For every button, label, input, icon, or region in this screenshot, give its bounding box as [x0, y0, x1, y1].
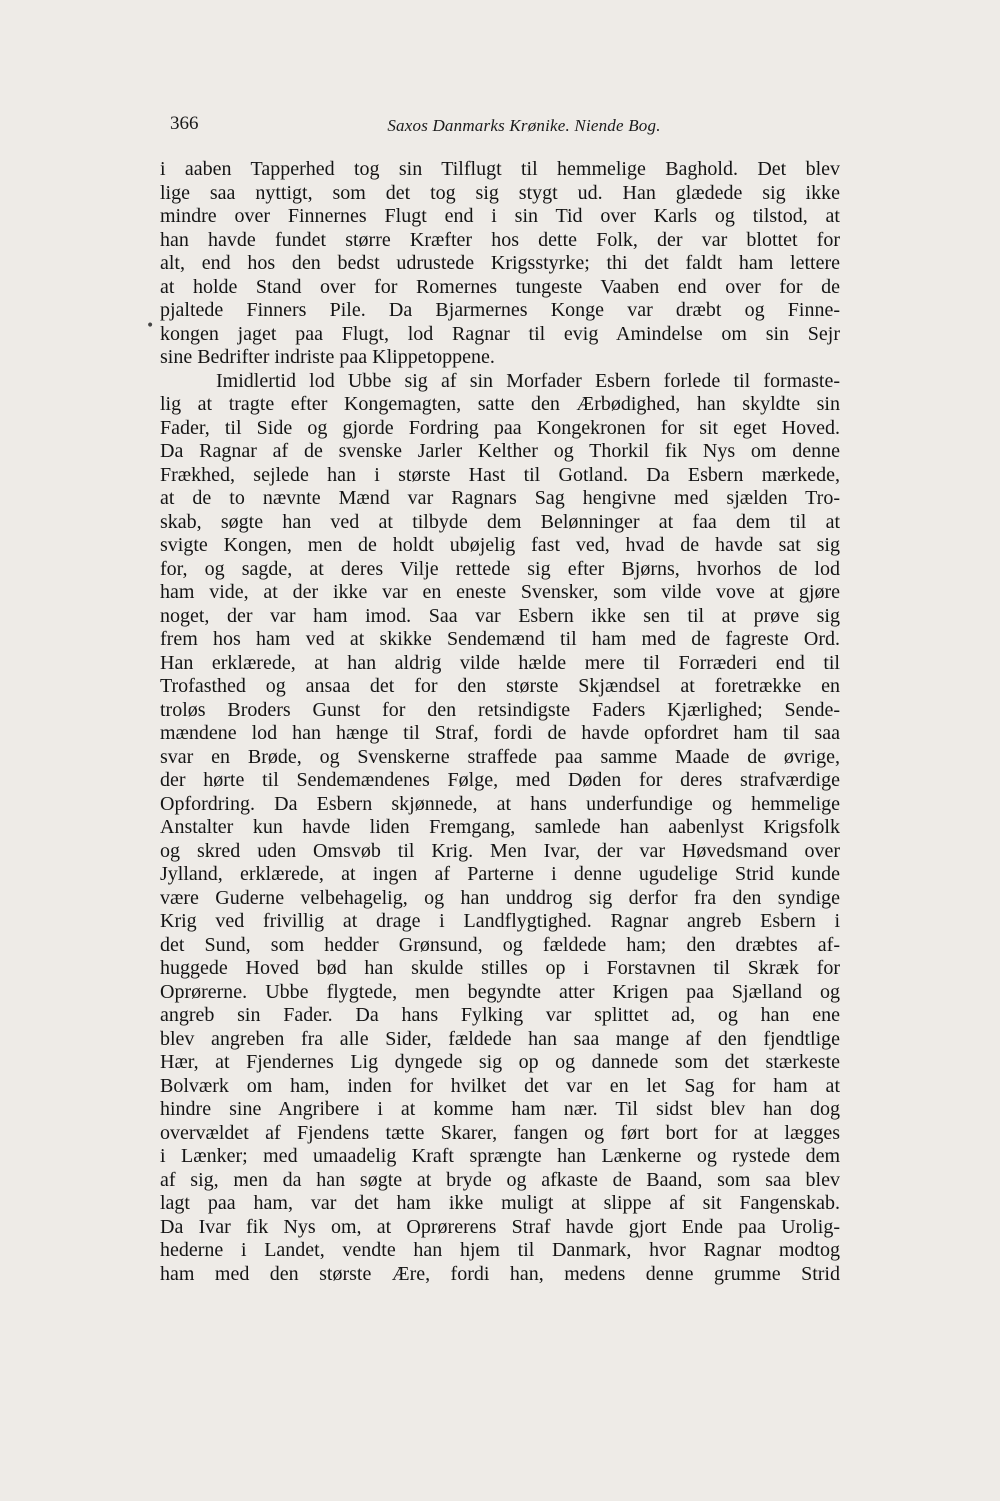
text-line: svar en Brøde, og Svenskerne straffede paa samme Maade de øvrige,: [160, 745, 840, 768]
text-line: af sig, men da han søgte at bryde og afkaste de Baand, som saa blev: [160, 1168, 840, 1191]
text-line: pjaltede Finners Pile. Da Bjarmernes Konge var dræbt og Finne-: [160, 299, 840, 321]
text-line: skab, søgte han ved at tilbyde dem Belønninger at faa dem til at: [160, 510, 840, 533]
text-line: Han erklærede, at han aldrig vilde hælde mere til Forræderi end til: [160, 651, 840, 674]
text-line: hederne i Landet, vendte han hjem til Danmark, hvor Ragnar modtog: [160, 1239, 840, 1261]
body-text: [160, 158, 840, 1286]
text-line: Trofasthed og ansaa det for den største Skjændsel at foretrække en: [160, 675, 840, 697]
text-line: alt, end hos den bedst udrustede Krigsstyrke; thi det faldt ham lettere: [160, 252, 840, 274]
text-line: Anstalter kun havde liden Fremgang, samlede han aabenlyst Krigsfolk: [160, 816, 840, 838]
paragraph-end-line: sine Bedrifter indriste paa Klippetoppene.: [160, 346, 495, 368]
text-line: at holde Stand over for Romernes tungeste Vaaben end over for de: [160, 275, 840, 298]
text-line: at de to nævnte Mænd var Ragnars Sag hengivne med sjælden Tro-: [160, 487, 840, 509]
text-line: Fader, til Side og gjorde Fordring paa Kongekronen for sit eget Hoved.: [160, 416, 840, 439]
text-line: i aaben Tapperhed tog sin Tilflugt til hemmelige Baghold. Det blev: [160, 158, 840, 180]
margin-mark: •: [146, 318, 155, 334]
text-line: og skred uden Omsvøb til Krig. Men Ivar, der var Høvedsmand over: [160, 839, 840, 862]
text-line: overvældet af Fjendens tætte Skarer, fangen og ført bort for at lægges: [160, 1121, 840, 1144]
text-line: noget, der var ham imod. Saa var Esbern ikke sen til at prøve sig: [160, 604, 840, 627]
text-line: lagt paa ham, var det ham ikke muligt at slippe af sit Fangenskab.: [160, 1192, 840, 1214]
text-line: han havde fundet større Kræfter hos dette Folk, der var blottet for: [160, 228, 840, 251]
text-line: være Guderne velbehagelig, og han unddrog sig derfor fra den syndige: [160, 886, 840, 909]
text-line: mændene lod han hænge til Straf, fordi de havde opfordret ham til saa: [160, 722, 840, 744]
text-line: Oprørerne. Ubbe flygtede, men begyndte atter Krigen paa Sjælland og: [160, 980, 840, 1003]
text-line: hindre sine Angribere i at komme ham nær. Til sidst blev han dog: [160, 1098, 840, 1120]
text-line: for, og sagde, at deres Vilje rettede sig efter Bjørns, hvorhos de lod: [160, 557, 840, 580]
text-line: svigte Kongen, men de holdt ubøjelig fast ved, hvad de havde sat sig: [160, 534, 840, 556]
text-line: Bolværk om ham, inden for hvilket det var en let Sag for ham at: [160, 1074, 840, 1097]
text-line: Hær, at Fjendernes Lig dyngede sig op og dannede som det stærkeste: [160, 1051, 840, 1073]
text-line: i Lænker; med umaadelig Kraft sprængte han Lænkerne og rystede dem: [160, 1145, 840, 1167]
text-line: Krig ved frivillig at drage i Landflygtighed. Ragnar angreb Esbern i: [160, 910, 840, 932]
text-line: ham vide, at der ikke var en eneste Svensker, som vilde vove at gjøre: [160, 581, 840, 603]
text-line: Da Ragnar af de svenske Jarler Kelther og Thorkil fik Nys om denne: [160, 440, 840, 462]
page-number: 366: [170, 113, 199, 134]
text-line: huggede Hoved bød han skulde stilles op i Forstavnen til Skræk for: [160, 957, 840, 979]
text-line: ham med den største Ære, fordi han, medens denne grumme Strid: [160, 1262, 840, 1285]
text-line: lige saa nyttigt, som det tog sig stygt ud. Han glædede sig ikke: [160, 181, 840, 204]
text-line: mindre over Finnernes Flugt end i sin Tid over Karls og tilstod, at: [160, 205, 840, 227]
text-line: angreb sin Fader. Da hans Fylking var splittet ad, og han ene: [160, 1004, 840, 1026]
text-line: Da Ivar fik Nys om, at Oprørerens Straf havde gjort Ende paa Urolig-: [160, 1215, 840, 1238]
text-line: der hørte til Sendemændenes Følge, med Døden for deres strafværdige: [160, 769, 840, 791]
text-line: blev angreben fra alle Sider, fældede han saa mange af den fjendtlige: [160, 1027, 840, 1050]
text-line: kongen jaget paa Flugt, lod Ragnar til evig Amindelse om sin Sejr: [160, 322, 840, 345]
paragraph-start-line: Imidlertid lod Ubbe sig af sin Morfader Esbern forlede til formaste-: [216, 369, 840, 392]
text-line: troløs Broders Gunst for den retsindigste Faders Kjærlighed; Sende-: [160, 698, 840, 721]
text-line: Jylland, erklærede, at ingen af Parterne i denne ugudelige Strid kunde: [160, 863, 840, 885]
text-line: frem hos ham ved at skikke Sendemænd til ham med de fagreste Ord.: [160, 628, 840, 650]
text-line: det Sund, som hedder Grønsund, og fældede ham; den dræbtes af-: [160, 933, 840, 956]
text-line: Opfordring. Da Esbern skjønnede, at hans underfundige og hemmelige: [160, 792, 840, 815]
running-title: Saxos Danmarks Krønike. Niende Bog.: [387, 116, 661, 135]
text-line: Frækhed, sejlede han i største Hast til Gotland. Da Esbern mærkede,: [160, 463, 840, 486]
text-line: lig at tragte efter Kongemagten, satte den Ærbødighed, han skyldte sin: [160, 393, 840, 415]
